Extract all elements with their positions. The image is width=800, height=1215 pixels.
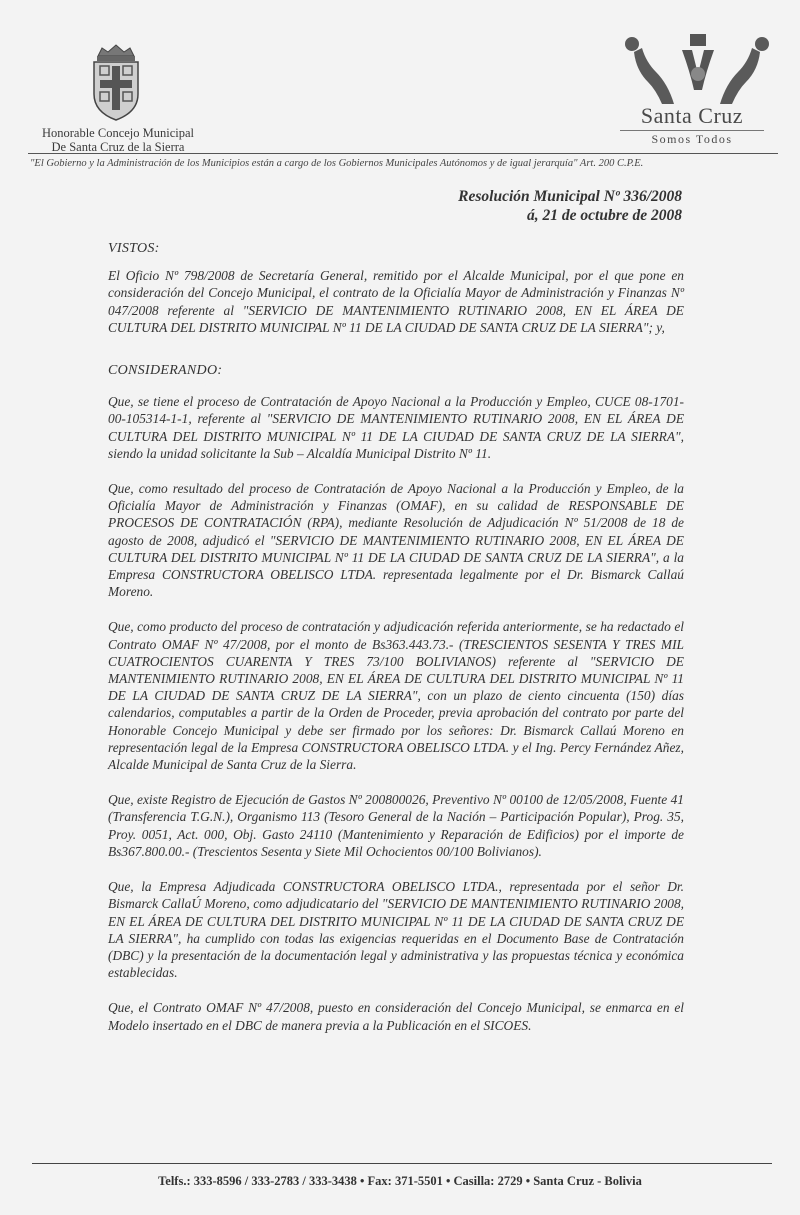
council-name <box>28 126 208 154</box>
resolution-title: Resolución Municipal Nº 336/2008 <box>458 188 682 205</box>
considerando-paragraph-2: Que, como resultado del proceso de Contratación de Apoyo Nacional a la Producción y Empleo, de la Oficialía Mayor de Administración y Finanzas (OMAF), en su calidad de RESPONSABLE DE PROCESOS DE CONTRATACIÓN (RPA), mediante Resolución de Adjudicación Nº 51/2008 de 18 de agosto de 2008, adjudicó el "SERVICIO DE MANTENIMIENTO RUTINARIO 2008, EN EL ÁREA DE CULTURA DEL DISTRITO MUNICIPAL Nº 11 DE LA CIUDAD DE SANTA CRUZ DE LA SIERRA", a la Empresa CONSTRUCTORA OBELISCO LTDA. representada legalmente por el Dr. Bismarck Callaú Moreno. <box>108 481 684 600</box>
vistos-paragraph: El Oficio Nº 798/2008 de Secretaría General, remitido por el Alcalde Municipal, por el que pone en consideración del Concejo Municipal, el contrato de la Oficialía Mayor de Administración y Finanzas Nº 047/2008 referente al "SERVICIO DE MANTENIMIENTO RUTINARIO 2008, EN EL ÁREA DE CULTURA DEL DISTRITO MUNICIPAL Nº 11 DE LA CIUDAD DE SANTA CRUZ DE LA SIERRA"; y, <box>108 268 684 335</box>
considerando-paragraph-4: Que, existe Registro de Ejecución de Gastos Nº 200800026, Preventivo Nº 00100 de 12/05/2008, Fuente 41 (Transferencia T.G.N.), Organismo 113 (Tesoro General de la Nación – Participación Popular), Prog. 35, Proy. 0051, Act. 000, Obj. Gasto 24110 (Mantenimiento y Reparación de Edificios) por el importe de Bs367.800.00.- (Trescientos Sesenta y Siete Mil Ochocientos 00/100 Bolivianos). <box>108 792 684 859</box>
resolution-date: á, 21 de octubre de 2008 <box>527 207 682 224</box>
footer-contact: Telfs.: 333-8596 / 333-2783 / 333-3438 • Fax: 371-5501 • Casilla: 2729 • Santa Cruz - Bolivia <box>158 1174 642 1188</box>
header-divider <box>28 153 778 154</box>
resolution-header <box>458 187 682 225</box>
council-line-2: De Santa Cruz de la Sierra <box>51 140 185 154</box>
constitution-motto: "El Gobierno y la Administración de los Municipios están a cargo de los Gobiernos Municipales Autónomos y de igual jerarquía" Art. 200 C.P.E. <box>30 158 644 169</box>
vistos-heading: VISTOS: <box>108 241 160 256</box>
considerando-heading: CONSIDERANDO: <box>108 363 223 379</box>
coat-of-arms-icon <box>88 42 144 124</box>
considerando-paragraph-6: Que, el Contrato OMAF Nº 47/2008, puesto en consideración del Concejo Municipal, se enmarca en el Modelo insertado en el DBC de manera previa a la Publicación en el SICOES. <box>108 1000 684 1033</box>
footer-divider <box>32 1163 772 1164</box>
document-body <box>108 240 684 1052</box>
considerando-paragraph-5: Que, la Empresa Adjudicada CONSTRUCTORA OBELISCO LTDA., representada por el señor Dr. Bismarck CallaÚ Moreno, como adjudicatario del "SERVICIO DE MANTENIMIENTO RUTINARIO 2008, EN EL ÁREA DE CULTURA DEL DISTRITO MUNICIPAL Nº 11 DE LA CIUDAD DE SANTA CRUZ DE LA SIERRA", ha cumplido con todas las exigencias requeridas en el Documento Base de Contratación (DBC) y la presentación de la documentación legal y administrativa y las propuestas técnica y económica establecidas. <box>108 879 684 981</box>
considerando-paragraph-3: Que, como producto del proceso de contratación y adjudicación referida anteriormente, se ha redactado el Contrato OMAF Nº 47/2008, por el monto de Bs363.443.73.- (TRESCIENTOS SESENTA Y TRES MIL CUATROCIENTOS CUARENTA Y TRES 73/100 BOLIVIANOS) referente al "SERVICIO DE MANTENIMIENTO RUTINARIO 2008, EN EL ÁREA DE CULTURA DEL DISTRITO MUNICIPAL Nº 11 DE LA CIUDAD DE SANTA CRUZ DE LA SIERRA", con un plazo de ciento cincuenta (150) días calendarios, computables a partir de la Orden de Proceder, previa aprobación del contrato por parte del Honorable Concejo Municipal y debe ser firmado por los señores: Dr. Bismarck Callaú Moreno en representación legal de la Empresa CONSTRUCTORA OBELISCO LTDA. y el Ing. Percy Fernández Añez, Alcalde Municipal de Santa Cruz de la Sierra. <box>108 619 684 773</box>
brand <box>604 104 780 147</box>
brand-slogan: Somos Todos <box>620 130 764 147</box>
council-line-1: Honorable Concejo Municipal <box>41 126 195 140</box>
brand-name: Santa Cruz <box>640 103 744 128</box>
considerando-paragraph-1: Que, se tiene el proceso de Contratación de Apoyo Nacional a la Producción y Empleo, CUCE 08-1701-00-105314-1-1, referente al "SERVICIO DE MANTENIMIENTO RUTINARIO 2008, EN EL ÁREA DE CULTURA DEL DISTRITO MUNICIPAL Nº 11 DE LA CIUDAD DE SANTA CRUZ DE LA SIERRA", siendo la unidad solicitante la Sub – Alcaldía Municipal Distrito Nº 11. <box>108 394 684 461</box>
